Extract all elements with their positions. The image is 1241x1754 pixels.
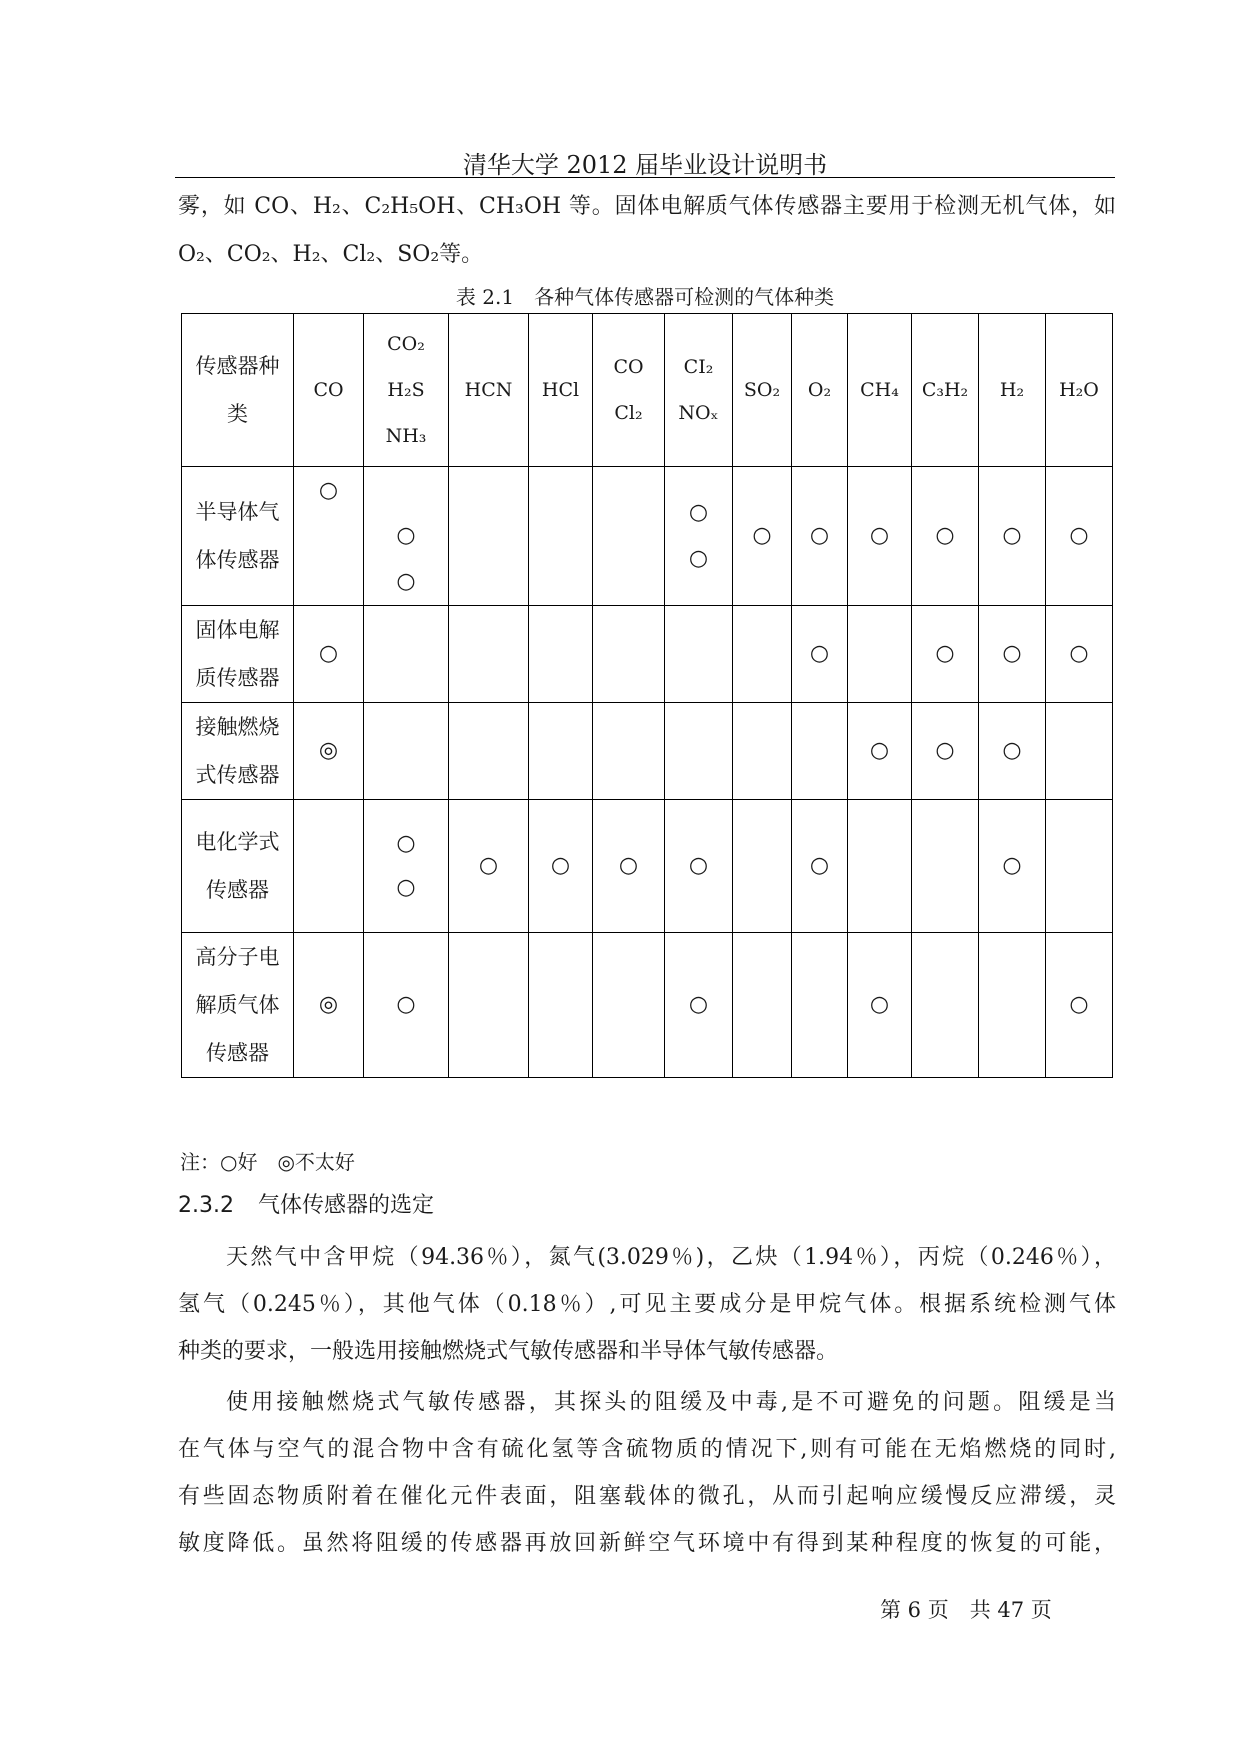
table-row-3 — [182, 800, 1113, 933]
good-mark: ○ — [396, 831, 416, 856]
good-mark: ○ — [396, 523, 416, 548]
table-cell — [792, 467, 848, 606]
cell-marks — [449, 844, 528, 888]
row-label-stack — [182, 488, 293, 584]
row-label-line: 式传感器 — [195, 763, 280, 787]
column-header-4 — [593, 314, 665, 467]
table-note: 注：○好 ◎不太好 — [180, 1150, 355, 1174]
cell-marks — [1046, 983, 1112, 1027]
table-caption: 表 2.1 各种气体传感器可检测的气体种类 — [455, 285, 835, 309]
table-cell — [733, 800, 792, 933]
table-cell — [665, 467, 733, 606]
cell-marks — [979, 513, 1045, 559]
table-cell — [294, 800, 364, 933]
table-cell — [364, 467, 449, 606]
good-mark: ○ — [935, 738, 955, 763]
table-cell — [665, 933, 733, 1078]
table-cell — [979, 606, 1046, 703]
good-mark: ○ — [1002, 738, 1022, 763]
table-cell — [364, 933, 449, 1078]
column-header-7 — [792, 314, 848, 467]
column-header-stack — [733, 377, 791, 403]
table-cell — [1046, 467, 1113, 606]
table-cell — [593, 703, 665, 800]
table-cell — [912, 606, 979, 703]
column-header-label: C₃H₂ — [921, 379, 969, 401]
column-header-5 — [665, 314, 733, 467]
table-cell — [529, 467, 593, 606]
cell-marks — [665, 983, 732, 1027]
paragraph1-line-1: 天然气中含甲烷（94.36％），氮气(3.029％)，乙炔（1.94％），丙烷（0.246％）， — [226, 1245, 1116, 1270]
cell-marks — [1046, 632, 1112, 676]
column-header-label: SO₂ — [743, 379, 781, 401]
good-mark: ○ — [688, 853, 709, 878]
cell-marks — [529, 844, 592, 888]
column-header-stack — [593, 344, 664, 436]
table-cell — [665, 703, 733, 800]
column-header-stack — [1046, 377, 1112, 403]
cell-marks — [912, 513, 978, 559]
paragraph2-line-1: 使用接触燃烧式气敏传感器，其探头的阻缓及中毒,是不可避免的问题。阻缓是当 — [226, 1390, 1116, 1415]
table-cell — [733, 606, 792, 703]
table-cell — [449, 933, 529, 1078]
cell-marks — [848, 729, 911, 773]
cell-marks — [792, 513, 847, 559]
row-label-line: 固体电解 — [195, 618, 280, 642]
corner-header-line: 传感器种 — [195, 354, 280, 378]
column-header-2 — [449, 314, 529, 467]
table-cell — [529, 800, 593, 933]
table-cell — [979, 800, 1046, 933]
column-header-0 — [294, 314, 364, 467]
cell-marks — [979, 844, 1045, 888]
column-header-label: H₂S — [387, 379, 425, 401]
table-cell — [1046, 800, 1113, 933]
column-header-label: HCN — [464, 379, 513, 401]
table-cell — [364, 800, 449, 933]
good-mark: ○ — [1069, 641, 1089, 666]
column-header-label: NOₓ — [678, 402, 719, 424]
table-cell — [912, 467, 979, 606]
cell-marks — [294, 468, 363, 514]
table-cell — [529, 606, 593, 703]
column-header-stack — [665, 344, 732, 436]
table-cell — [848, 800, 912, 933]
cell-marks — [979, 729, 1045, 773]
good-mark: ○ — [618, 853, 639, 878]
table-cell — [979, 933, 1046, 1078]
cell-marks — [294, 632, 363, 676]
good-mark: ○ — [550, 853, 571, 878]
cell-marks — [848, 513, 911, 559]
table-cell — [364, 703, 449, 800]
table-cell — [912, 703, 979, 800]
good-mark: ○ — [688, 500, 709, 525]
column-header-stack — [364, 321, 448, 459]
row-label-0 — [182, 467, 294, 606]
cell-marks — [294, 729, 363, 773]
cell-marks — [848, 983, 911, 1027]
column-header-label: HCl — [541, 379, 580, 401]
good-mark: ○ — [869, 992, 890, 1017]
table-cell — [294, 606, 364, 703]
paragraph2-line-4: 敏度降低。虽然将阻缓的传感器再放回新鲜空气环境中有得到某种程度的恢复的可能， — [178, 1531, 1116, 1556]
table-cell — [1046, 606, 1113, 703]
column-header-label: CO — [613, 356, 644, 378]
good-mark: ○ — [752, 523, 772, 548]
paragraph1-line-3: 种类的要求，一般选用接触燃烧式气敏传感器和半导体气敏传感器。 — [178, 1339, 839, 1364]
table-cell — [792, 703, 848, 800]
table-cell — [449, 703, 529, 800]
column-header-stack — [912, 377, 978, 403]
column-header-label: H₂ — [999, 379, 1025, 401]
cell-marks — [792, 632, 847, 676]
column-header-label: Cl₂ — [614, 402, 643, 424]
row-label-line: 高分子电 — [195, 945, 280, 969]
row-label-line: 解质气体 — [195, 993, 280, 1017]
column-header-label: NH₃ — [385, 425, 427, 447]
column-header-9 — [912, 314, 979, 467]
cell-marks — [912, 632, 978, 676]
good-mark: ○ — [396, 875, 416, 900]
table-cell — [665, 606, 733, 703]
good-mark: ○ — [688, 546, 709, 571]
row-label-line: 传感器 — [206, 878, 269, 902]
table-cell — [294, 933, 364, 1078]
good-mark: ○ — [396, 992, 416, 1017]
table-header-row — [182, 314, 1113, 467]
table-cell — [449, 800, 529, 933]
table-cell — [733, 467, 792, 606]
table-cell — [792, 606, 848, 703]
column-header-label: H₂O — [1059, 379, 1099, 401]
row-label-line: 半导体气 — [195, 500, 280, 524]
table-cell — [912, 800, 979, 933]
table-cell — [593, 606, 665, 703]
column-header-stack — [979, 377, 1045, 403]
column-header-stack — [792, 377, 847, 403]
cell-marks — [364, 983, 448, 1027]
good-mark: ○ — [1069, 523, 1089, 548]
table-row-4 — [182, 933, 1113, 1078]
cell-marks — [792, 844, 847, 888]
cell-marks — [665, 844, 732, 888]
column-header-11 — [1046, 314, 1113, 467]
good-mark: ○ — [1002, 523, 1022, 548]
column-header-stack — [529, 377, 592, 403]
table-cell — [848, 933, 912, 1078]
paragraph2-line-3: 有些固态物质附着在催化元件表面，阻塞载体的微孔，从而引起响应缓慢反应滞缓，灵 — [178, 1484, 1116, 1509]
cell-marks — [733, 513, 791, 559]
table-cell — [792, 933, 848, 1078]
table-cell — [848, 606, 912, 703]
table-cell — [665, 800, 733, 933]
cell-marks — [912, 729, 978, 773]
cell-marks — [1046, 513, 1112, 559]
row-label-stack — [182, 703, 293, 799]
column-header-6 — [733, 314, 792, 467]
good-mark: ○ — [1069, 992, 1089, 1017]
column-header-stack — [294, 377, 363, 403]
gas-sensor-table — [181, 313, 1113, 1078]
row-label-stack — [182, 933, 293, 1077]
column-header-label: CO₂ — [387, 333, 425, 355]
row-label-2 — [182, 703, 294, 800]
good-mark: ○ — [396, 569, 416, 594]
row-label-line: 传感器 — [206, 1041, 269, 1065]
paragraph2-line-2: 在气体与空气的混合物中含有硫化氢等含硫物质的情况下,则有可能在无焰燃烧的同时, — [178, 1437, 1116, 1462]
table-cell — [848, 703, 912, 800]
row-label-line: 接触燃烧 — [195, 715, 280, 739]
table-cell — [848, 467, 912, 606]
good-mark: ○ — [318, 478, 339, 503]
table-cell — [979, 703, 1046, 800]
good-mark: ○ — [935, 523, 955, 548]
row-label-4 — [182, 933, 294, 1078]
row-label-3 — [182, 800, 294, 933]
good-mark: ○ — [478, 853, 499, 878]
good-mark: ○ — [869, 523, 890, 548]
table-cell — [364, 606, 449, 703]
not-so-good-mark: ◎ — [318, 992, 339, 1017]
table-cell — [449, 467, 529, 606]
column-header-label: CH₄ — [860, 379, 899, 401]
table-corner-header — [182, 314, 294, 467]
table-cell — [294, 703, 364, 800]
intro-line-1: 雾，如 CO、H₂、C₂H₅OH、CH₃OH 等。固体电解质气体传感器主要用于检测无机气体，如 — [178, 194, 1116, 219]
table-cell — [1046, 703, 1113, 800]
table-cell — [733, 703, 792, 800]
table-cell — [294, 467, 364, 606]
section-heading — [178, 1190, 434, 1222]
good-mark: ○ — [1002, 641, 1022, 666]
good-mark: ○ — [318, 641, 339, 666]
good-mark: ○ — [1002, 853, 1022, 878]
table-cell — [593, 933, 665, 1078]
spacer — [403, 467, 410, 513]
cell-marks — [364, 467, 448, 605]
paragraph1-line-2: 氢气（0.245％），其他气体（0.18％）,可见主要成分是甲烷气体。根据系统检测气体 — [178, 1292, 1116, 1317]
table-cell — [912, 933, 979, 1078]
table-row-0 — [182, 467, 1113, 606]
good-mark: ○ — [688, 992, 709, 1017]
table-cell — [593, 800, 665, 933]
cell-marks — [979, 632, 1045, 676]
row-label-stack — [182, 606, 293, 702]
cell-marks — [593, 844, 664, 888]
table-row-2 — [182, 703, 1113, 800]
column-header-1 — [364, 314, 449, 467]
table-cell — [593, 467, 665, 606]
cell-marks — [665, 490, 732, 582]
column-header-stack — [848, 377, 911, 403]
column-header-3 — [529, 314, 593, 467]
column-header-label: O₂ — [807, 379, 832, 401]
good-mark: ○ — [809, 853, 830, 878]
cell-marks — [364, 822, 448, 910]
table-cell — [792, 800, 848, 933]
row-label-line: 体传感器 — [195, 548, 280, 572]
section-title: 气体传感器的选定 — [257, 1193, 434, 1218]
row-label-1 — [182, 606, 294, 703]
row-label-line: 质传感器 — [195, 666, 280, 690]
good-mark: ○ — [809, 523, 830, 548]
section-number: 2.3.2 — [178, 1193, 234, 1218]
header-rule — [175, 177, 1115, 178]
table-cell — [979, 467, 1046, 606]
good-mark: ○ — [809, 641, 830, 666]
column-header-label: CO — [313, 379, 344, 401]
table-cell — [529, 703, 593, 800]
cell-marks — [294, 983, 363, 1027]
row-label-line: 电化学式 — [195, 830, 280, 854]
column-header-8 — [848, 314, 912, 467]
good-mark: ○ — [869, 738, 890, 763]
page-footer: 第 6 页 共 47 页 — [880, 1598, 1052, 1622]
column-header-stack — [449, 377, 528, 403]
table-cell — [1046, 933, 1113, 1078]
not-so-good-mark: ◎ — [318, 738, 339, 763]
good-mark: ○ — [935, 641, 955, 666]
column-header-label: CI₂ — [683, 356, 714, 378]
table-cell — [733, 933, 792, 1078]
table-row-1 — [182, 606, 1113, 703]
corner-header-text — [182, 342, 293, 438]
corner-header-line: 类 — [227, 402, 248, 426]
page-header-title: 清华大学 2012 届毕业设计说明书 — [462, 151, 828, 179]
table-cell — [529, 933, 593, 1078]
row-label-stack — [182, 818, 293, 914]
column-header-10 — [979, 314, 1046, 467]
table-cell — [449, 606, 529, 703]
intro-line-2: O₂、CO₂、H₂、Cl₂、SO₂等。 — [178, 242, 484, 267]
